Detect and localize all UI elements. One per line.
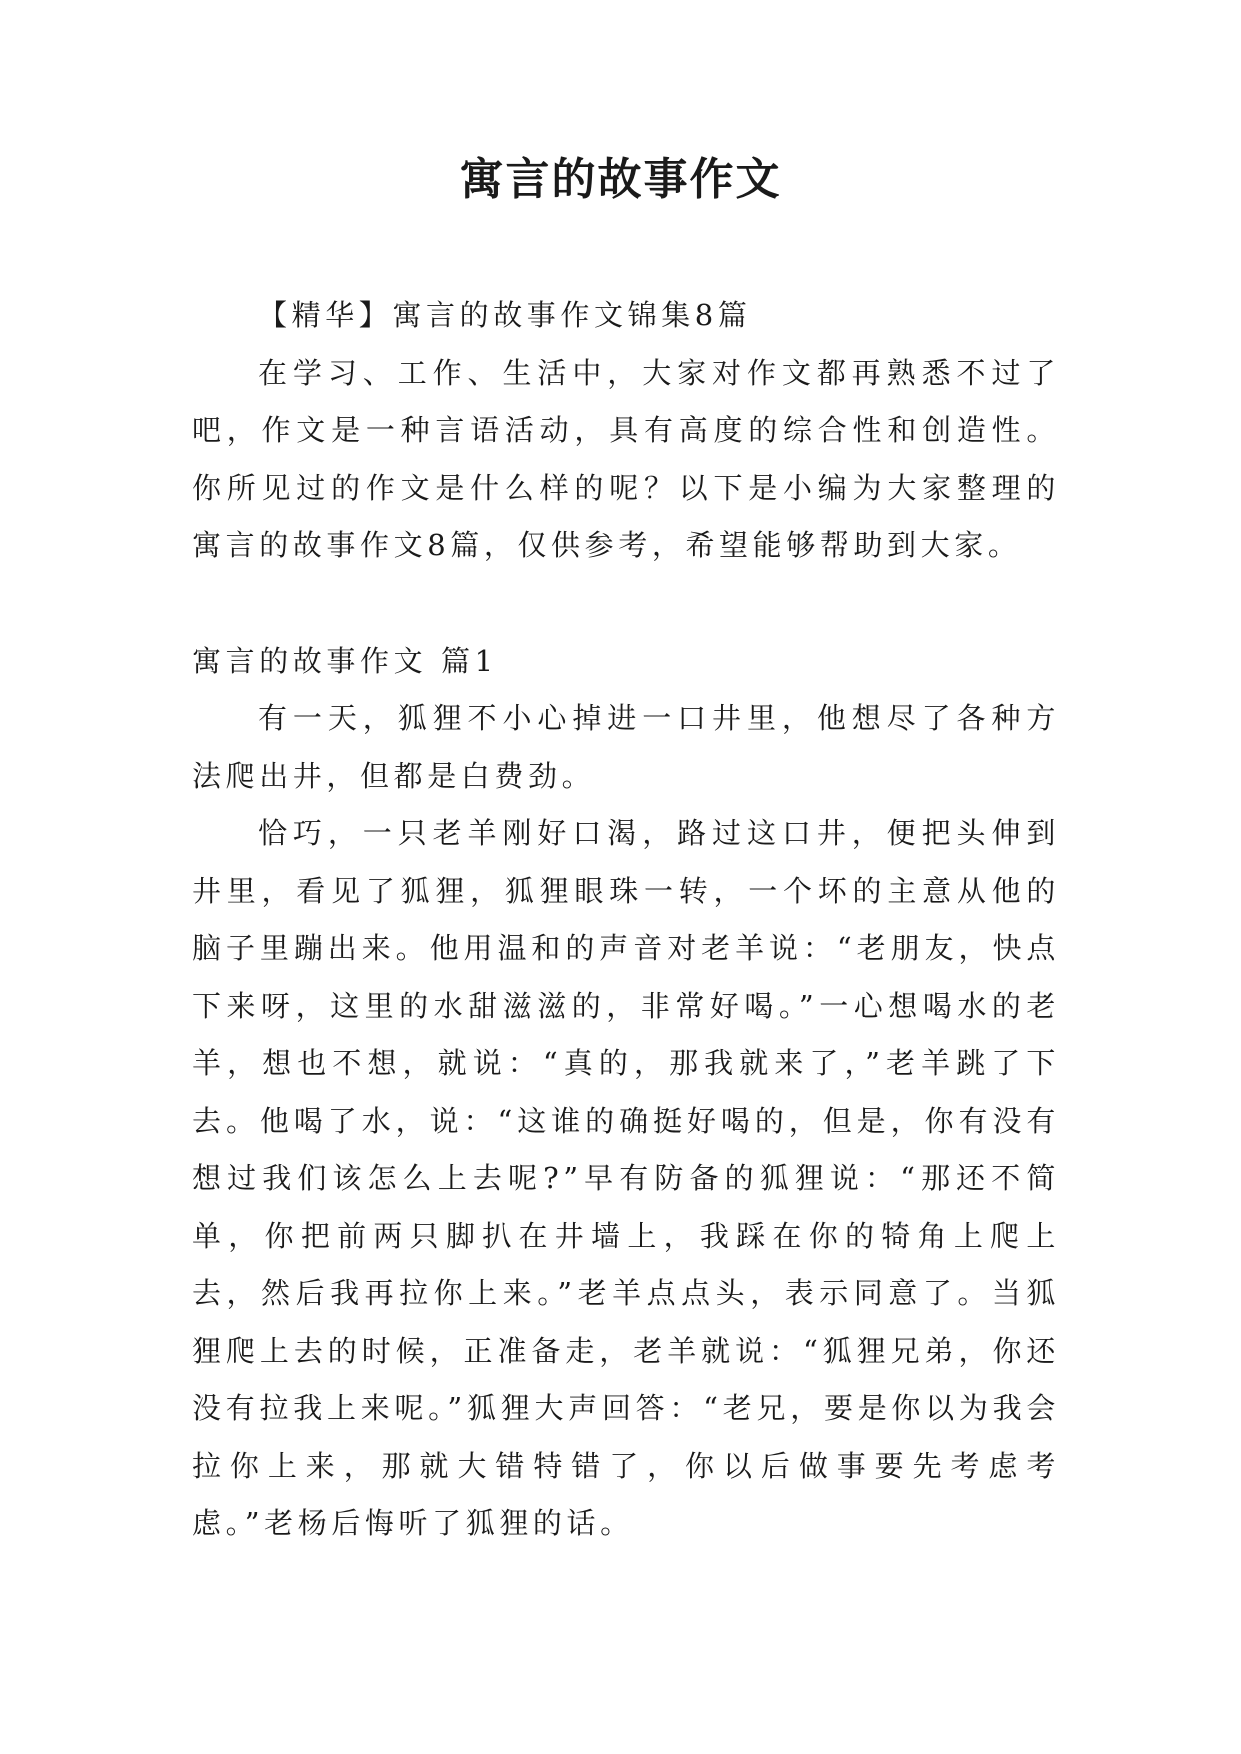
section-heading: 寓言的故事作文 篇1: [192, 643, 498, 678]
document-body: [192, 287, 1060, 1553]
document-subtitle: 【精华】寓言的故事作文锦集8篇: [258, 298, 752, 332]
story-paragraph: 有一天，狐狸不小心掉进一口井里，他想尽了各种方法爬出井，但都是白费劲。: [192, 701, 1060, 793]
story-paragraph: 恰巧，一只老羊刚好口渴，路过这口井，便把头伸到井里，看见了狐狸，狐狸眼珠一转，一个坏的主意从他的脑子里蹦出来。他用温和的声音对老羊说：“老朋友，快点下来呀，这里的水甜滋滋的，非常好喝。”一心想喝水的老羊，想也不想，就说：“真的，那我就来了，”老羊跳了下去。他喝了水，说：“这谁的确挺好喝的，但是，你有没有想过我们该怎么上去呢?”早有防备的狐狸说：“那还不简单，你把前两只脚扒在井墙上，我踩在你的犄角上爬上去，然后我再拉你上来。”老羊点点头，表示同意了。当狐狸爬上去的时候，正准备走，老羊就说：“狐狸兄弟，你还没有拉我上来呢。”狐狸大声回答：“老兄，要是你以为我会拉你上来，那就大错特错了，你以后做事要先考虑考虑。”老杨后悔听了狐狸的话。: [192, 816, 1060, 1540]
document-title: 寓言的故事作文: [459, 154, 782, 205]
intro-paragraph: 在学习、工作、生活中，大家对作文都再熟悉不过了吧，作文是一种言语活动，具有高度的综合性和创造性。你所见过的作文是什么样的呢？以下是小编为大家整理的寓言的故事作文8篇，仅供参考，希望能够帮助到大家。: [192, 355, 1060, 562]
